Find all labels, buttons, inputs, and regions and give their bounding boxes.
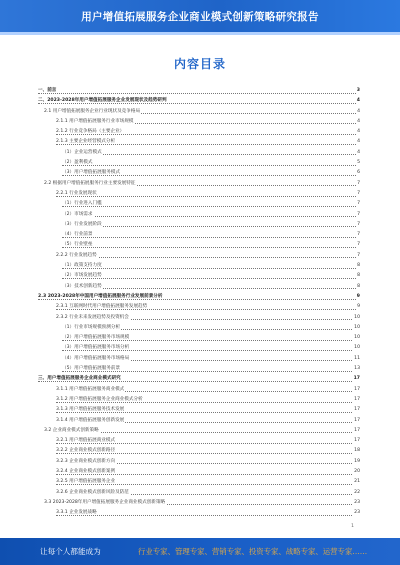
toc-entry-page: 20 bbox=[353, 467, 360, 477]
toc-entry-label: 三、用户增值拓展服务企业商业模式研究 bbox=[38, 376, 121, 382]
leader-dots bbox=[62, 226, 356, 227]
toc-entry-page: 9 bbox=[356, 292, 360, 302]
toc-entry-label: （1）行业进入门槛 bbox=[62, 201, 102, 207]
toc-entry-label: 2.1.2 行业竞争格局（主要企业） bbox=[56, 129, 125, 135]
toc-entry-page: 17 bbox=[353, 416, 360, 426]
toc-entry-page: 17 bbox=[353, 436, 360, 446]
leader-dots bbox=[62, 350, 356, 351]
toc-entry-page: 22 bbox=[353, 488, 360, 498]
toc-entry-page: 4 bbox=[356, 148, 360, 158]
toc-entry-page: 17 bbox=[353, 385, 360, 395]
toc-entry-label: （1）政策支持力度 bbox=[62, 263, 102, 269]
toc-entry[interactable] bbox=[38, 158, 360, 168]
toc-entry[interactable] bbox=[38, 148, 360, 158]
toc-entry[interactable] bbox=[38, 488, 360, 498]
toc-entry-page: 7 bbox=[356, 179, 360, 189]
toc-entry-page: 10 bbox=[353, 323, 360, 333]
leader-dots bbox=[56, 515, 356, 516]
toc-entry-page: 23 bbox=[353, 498, 360, 508]
toc-entry[interactable] bbox=[38, 240, 360, 250]
toc-entry[interactable] bbox=[38, 168, 360, 178]
leader-dots bbox=[62, 206, 356, 207]
toc-entry-label: 3.1.2 用户增值拓展服务企业商业模式分析 bbox=[56, 396, 143, 402]
toc-entry-label: 3.3 2023-2028年用户增值拓展服务企业商业模式创新策略 bbox=[44, 499, 166, 505]
toc-entry[interactable] bbox=[38, 251, 360, 261]
toc-entry[interactable] bbox=[38, 107, 360, 117]
toc-entry-page: 3 bbox=[356, 86, 360, 96]
toc-entry-label: 2.2.2 行业发展趋势 bbox=[56, 252, 97, 258]
toc-entry-label: 2.2.1 行业发展现状 bbox=[56, 190, 97, 196]
toc-entry-page: 10 bbox=[353, 333, 360, 343]
toc-entry[interactable] bbox=[38, 117, 360, 127]
toc-entry[interactable] bbox=[38, 467, 360, 477]
toc-title: 内容目录 bbox=[173, 57, 226, 71]
table-of-contents bbox=[38, 86, 360, 518]
toc-entry-page: 7 bbox=[356, 199, 360, 209]
toc-entry[interactable] bbox=[38, 354, 360, 364]
toc-entry-label: （1）行业市场规模预测分析 bbox=[62, 324, 121, 330]
toc-entry-label: 3.2.1 用户增值拓展商业模式 bbox=[56, 438, 116, 444]
toc-entry-page: 4 bbox=[356, 96, 360, 106]
toc-entry-page: 7 bbox=[356, 189, 360, 199]
toc-entry[interactable] bbox=[38, 210, 360, 220]
toc-entry-label: （2）市场发展趋势 bbox=[62, 273, 102, 279]
toc-entry[interactable] bbox=[38, 137, 360, 147]
toc-entry-label: 2.1 用户增值拓展服务企业行业现状及竞争格局 bbox=[44, 108, 141, 114]
toc-entry-label: 3.2.2 企业商业模式创新路径 bbox=[56, 448, 116, 454]
toc-entry-page: 9 bbox=[356, 302, 360, 312]
toc-entry-label: 3.1.1 用户增值拓展服务商业模式 bbox=[56, 386, 125, 392]
footer-slogan: 让每个人都能成为 bbox=[40, 547, 101, 556]
toc-entry-page: 8 bbox=[356, 282, 360, 292]
report-title: 用户增值拓展服务企业商业模式创新策略研究报告 bbox=[81, 10, 319, 23]
toc-entry[interactable] bbox=[38, 395, 360, 405]
toc-entry-label: （3）用户增值拓展服务模式 bbox=[62, 170, 121, 176]
toc-entry[interactable] bbox=[38, 374, 360, 384]
toc-entry-page: 7 bbox=[356, 210, 360, 220]
toc-entry-label: （1）企业运营模式 bbox=[62, 149, 102, 155]
toc-entry-label: （3）用户增值拓展服务市场分析 bbox=[62, 345, 130, 351]
toc-entry-page: 7 bbox=[356, 251, 360, 261]
leader-dots bbox=[62, 278, 356, 279]
leader-dots bbox=[62, 247, 356, 248]
toc-entry[interactable] bbox=[38, 261, 360, 271]
toc-entry-page: 17 bbox=[353, 395, 360, 405]
page-number: 1 bbox=[351, 524, 354, 529]
toc-entry-page: 7 bbox=[356, 240, 360, 250]
leader-dots bbox=[56, 453, 356, 454]
toc-entry[interactable] bbox=[38, 189, 360, 199]
toc-entry[interactable] bbox=[38, 477, 360, 487]
toc-entry-label: （3）行业发展阶段 bbox=[62, 221, 102, 227]
toc-entry-page: 4 bbox=[356, 137, 360, 147]
toc-entry-page: 4 bbox=[356, 117, 360, 127]
toc-entry-label: （4）用户增值拓展服务市场格局 bbox=[62, 355, 130, 361]
toc-entry-label: 2.1.3 主要企业经营模式分析 bbox=[56, 139, 116, 145]
toc-entry[interactable] bbox=[38, 220, 360, 230]
toc-entry[interactable] bbox=[38, 199, 360, 209]
toc-entry-page: 5 bbox=[356, 158, 360, 168]
toc-entry[interactable] bbox=[38, 86, 360, 96]
toc-entry-page: 4 bbox=[356, 107, 360, 117]
toc-entry[interactable] bbox=[38, 446, 360, 456]
toc-entry-label: （5）行业壁垒 bbox=[62, 242, 93, 248]
toc-entry-label: （2）用户增值拓展服务市场规模 bbox=[62, 335, 130, 341]
toc-entry[interactable] bbox=[38, 127, 360, 137]
toc-entry[interactable] bbox=[38, 96, 360, 106]
toc-entry[interactable] bbox=[38, 333, 360, 343]
toc-entry[interactable] bbox=[38, 405, 360, 415]
toc-entry-page: 10 bbox=[353, 343, 360, 353]
toc-entry-label: 2.3 2023-2028年中国用户增值拓展服务行业发展前景分析 bbox=[38, 293, 163, 299]
toc-entry-label: （3）技术创新趋势 bbox=[62, 283, 102, 289]
toc-entry-page: 17 bbox=[353, 405, 360, 415]
leader-dots bbox=[38, 93, 356, 94]
toc-entry[interactable] bbox=[38, 230, 360, 240]
toc-entry-label: 3.2 企业商业模式创新策略 bbox=[44, 427, 99, 433]
toc-entry[interactable] bbox=[38, 271, 360, 281]
toc-entry-label: 2.2 根据用户增值拓展服务行业主要发展特征 bbox=[44, 180, 136, 186]
toc-entry-page: 23 bbox=[353, 508, 360, 518]
leader-dots bbox=[56, 257, 356, 258]
toc-entry-label: 3.3.1 企业发展战略 bbox=[56, 510, 97, 516]
toc-entry-page: 7 bbox=[356, 220, 360, 230]
toc-entry-page: 4 bbox=[356, 127, 360, 137]
toc-entry[interactable] bbox=[38, 498, 360, 508]
toc-entry-label: 3.2.5 用户增值拓展服务企业 bbox=[56, 479, 116, 485]
leader-dots bbox=[56, 196, 356, 197]
leader-dots bbox=[62, 175, 356, 176]
toc-entry-page: 17 bbox=[353, 426, 360, 436]
toc-entry[interactable] bbox=[38, 323, 360, 333]
toc-entry-page: 7 bbox=[356, 230, 360, 240]
toc-entry-page: 8 bbox=[356, 271, 360, 281]
toc-entry[interactable] bbox=[38, 292, 360, 302]
toc-entry-label: 3.2.4 企业商业模式创新案例 bbox=[56, 468, 116, 474]
leader-dots bbox=[62, 268, 356, 269]
header-stripe bbox=[0, 32, 400, 35]
toc-entry[interactable] bbox=[38, 313, 360, 323]
footer-roles: 行业专家、管理专家、营销专家、投资专家、战略专家、运营专家…… bbox=[138, 547, 368, 556]
toc-entry-label: （5）用户增值拓展服务前景 bbox=[62, 366, 121, 372]
toc-entry-page: 21 bbox=[353, 477, 360, 487]
report-header bbox=[0, 0, 400, 32]
toc-entry[interactable] bbox=[38, 385, 360, 395]
leader-dots bbox=[56, 484, 356, 485]
toc-entry[interactable] bbox=[38, 343, 360, 353]
toc-entry[interactable] bbox=[38, 416, 360, 426]
toc-entry-label: 2.1.1 用户增值拓展服务行业市场规模 bbox=[56, 118, 134, 124]
leader-dots bbox=[62, 237, 356, 238]
toc-entry-label: （2）市场需求 bbox=[62, 211, 93, 217]
toc-entry-label: （2）盈利模式 bbox=[62, 160, 93, 166]
toc-entry-label: 二、2023-2028年用户增值拓展服务企业发展现状及趋势研判 bbox=[38, 98, 167, 104]
toc-entry-page: 19 bbox=[353, 457, 360, 467]
toc-entry-label: （4）行业前景 bbox=[62, 232, 93, 238]
toc-entry[interactable] bbox=[38, 179, 360, 189]
toc-entry[interactable] bbox=[38, 436, 360, 446]
toc-entry-page: 18 bbox=[353, 446, 360, 456]
toc-entry-label: 一、前言 bbox=[38, 88, 57, 93]
toc-entry-label: 3.2.3 企业商业模式创新方向 bbox=[56, 458, 116, 464]
toc-entry[interactable] bbox=[38, 364, 360, 374]
leader-dots bbox=[62, 288, 356, 289]
toc-entry-label: 2.3.1 互联网时代用户增值拓展服务发展趋势 bbox=[56, 304, 148, 310]
toc-entry-page: 6 bbox=[356, 168, 360, 178]
toc-entry-page: 10 bbox=[353, 313, 360, 323]
toc-entry-page: 8 bbox=[356, 261, 360, 271]
leader-dots bbox=[62, 165, 356, 166]
toc-entry[interactable] bbox=[38, 508, 360, 518]
footer-banner bbox=[0, 538, 400, 565]
leader-dots bbox=[38, 103, 356, 104]
leader-dots bbox=[38, 381, 356, 382]
toc-entry[interactable] bbox=[38, 426, 360, 436]
toc-entry-page: 17 bbox=[353, 374, 360, 384]
toc-entry[interactable] bbox=[38, 457, 360, 467]
toc-entry-page: 11 bbox=[353, 354, 360, 364]
toc-entry[interactable] bbox=[38, 282, 360, 292]
leader-dots bbox=[56, 144, 356, 145]
toc-entry-page: 13 bbox=[353, 364, 360, 374]
toc-entry[interactable] bbox=[38, 302, 360, 312]
toc-entry-label: 2.3.2 行业未来发展趋势及投资机会 bbox=[56, 314, 129, 320]
toc-entry-label: 3.1.4 用户增值拓展服务创新发展 bbox=[56, 417, 125, 423]
toc-entry-label: 3.2.6 企业商业模式创新风险及防范 bbox=[56, 489, 129, 495]
leader-dots bbox=[62, 216, 356, 217]
toc-entry-label: 3.1.3 用户增值拓展服务技术发展 bbox=[56, 407, 125, 413]
leader-dots bbox=[62, 154, 356, 155]
